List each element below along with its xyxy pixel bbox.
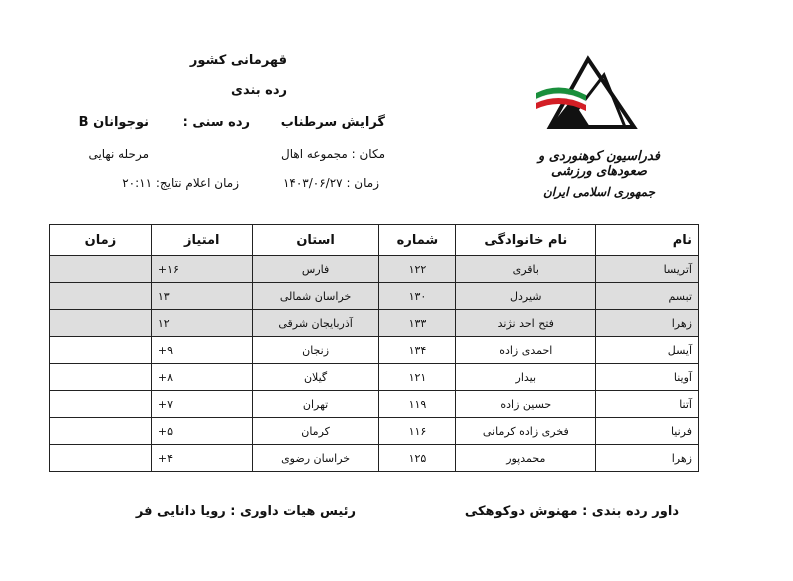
table-header-row [50,225,699,256]
cell-province: خراسان رضوی [252,445,379,472]
header-time: زمان [50,225,152,256]
federation-country: جمهوری اسلامی ایران [542,185,656,199]
cell-name: آتنا [596,391,699,418]
cell-score: ۱۲ [151,310,252,337]
cell-time [50,310,152,337]
cell-name: فرنیا [596,418,699,445]
table-row [50,445,699,472]
announce-time-text: زمان اعلام نتایج: ۲۰:۱۱ [122,176,239,190]
head-judge: رئیس هیات داوری : رویا دانایی فر [135,504,356,519]
table-row [50,256,699,283]
cell-time [50,337,152,364]
cell-number: ۱۳۰ [379,283,456,310]
cell-name: آیسل [596,337,699,364]
discipline-label: گرایش سرطناب [280,115,385,130]
cell-score: +۸ [151,364,252,391]
cell-family: شیردل [456,283,596,310]
table-row [50,391,699,418]
cell-family: فتح احد نژند [456,310,596,337]
cell-province: تهران [252,391,379,418]
cell-time [50,391,152,418]
cell-number: ۱۲۲ [379,256,456,283]
header-province: استان [252,225,379,256]
cell-name: تبسم [596,283,699,310]
page-subtitle: رده بندی [231,83,287,98]
cell-number: ۱۳۴ [379,337,456,364]
cell-score: +۷ [151,391,252,418]
cell-province: زنجان [252,337,379,364]
cell-name: زهرا [596,445,699,472]
cell-time [50,418,152,445]
federation-name: فدراسیون کوهنوردی و صعودهای ورزشی [538,149,660,179]
cell-score: ۱۳ [151,283,252,310]
cell-province: خراسان شمالی [252,283,379,310]
table-row [50,418,699,445]
header-name: نام [596,225,699,256]
cell-province: گیلان [252,364,379,391]
cell-time [50,283,152,310]
header-number: شماره [379,225,456,256]
cell-name: زهرا [596,310,699,337]
cell-number: ۱۱۶ [379,418,456,445]
cell-score: +۹ [151,337,252,364]
cell-province: فارس [252,256,379,283]
cell-family: فخری زاده کرمانی [456,418,596,445]
page-title: قهرمانی کشور [189,53,287,68]
stage-text: مرحله نهایی [88,147,149,161]
cell-province: آذربایجان شرقی [252,310,379,337]
venue-text: مکان : مجموعه اهال [281,147,385,161]
cell-family: محمدپور [456,445,596,472]
cell-family: بیدار [456,364,596,391]
federation-logo [500,55,690,220]
date-text: زمان : ۱۴۰۳/۰۶/۲۷ [282,176,379,190]
cell-family: حسین زاده [456,391,596,418]
table-row [50,364,699,391]
table-row [50,337,699,364]
cell-score: +۴ [151,445,252,472]
cell-score: +۱۶ [151,256,252,283]
table-row [50,283,699,310]
cell-family: احمدی زاده [456,337,596,364]
cell-number: ۱۱۹ [379,391,456,418]
cell-family: باقری [456,256,596,283]
cell-number: ۱۲۱ [379,364,456,391]
header-score: امتیاز [151,225,252,256]
cell-province: کرمان [252,418,379,445]
cell-number: ۱۳۳ [379,310,456,337]
age-group-label: رده سنی : [182,115,250,130]
table-row [50,310,699,337]
cell-name: آوینا [596,364,699,391]
cell-time [50,256,152,283]
cell-name: آتریسا [596,256,699,283]
header-family: نام خانوادگی [456,225,596,256]
ranking-judge: داور رده بندی : مهنوش دوکوهکی [464,504,679,519]
mountain-logo-icon [530,55,640,135]
cell-time [50,445,152,472]
cell-number: ۱۲۵ [379,445,456,472]
cell-score: +۵ [151,418,252,445]
cell-time [50,364,152,391]
results-table [49,224,699,472]
age-group-value: نوجوانان B [78,115,149,130]
